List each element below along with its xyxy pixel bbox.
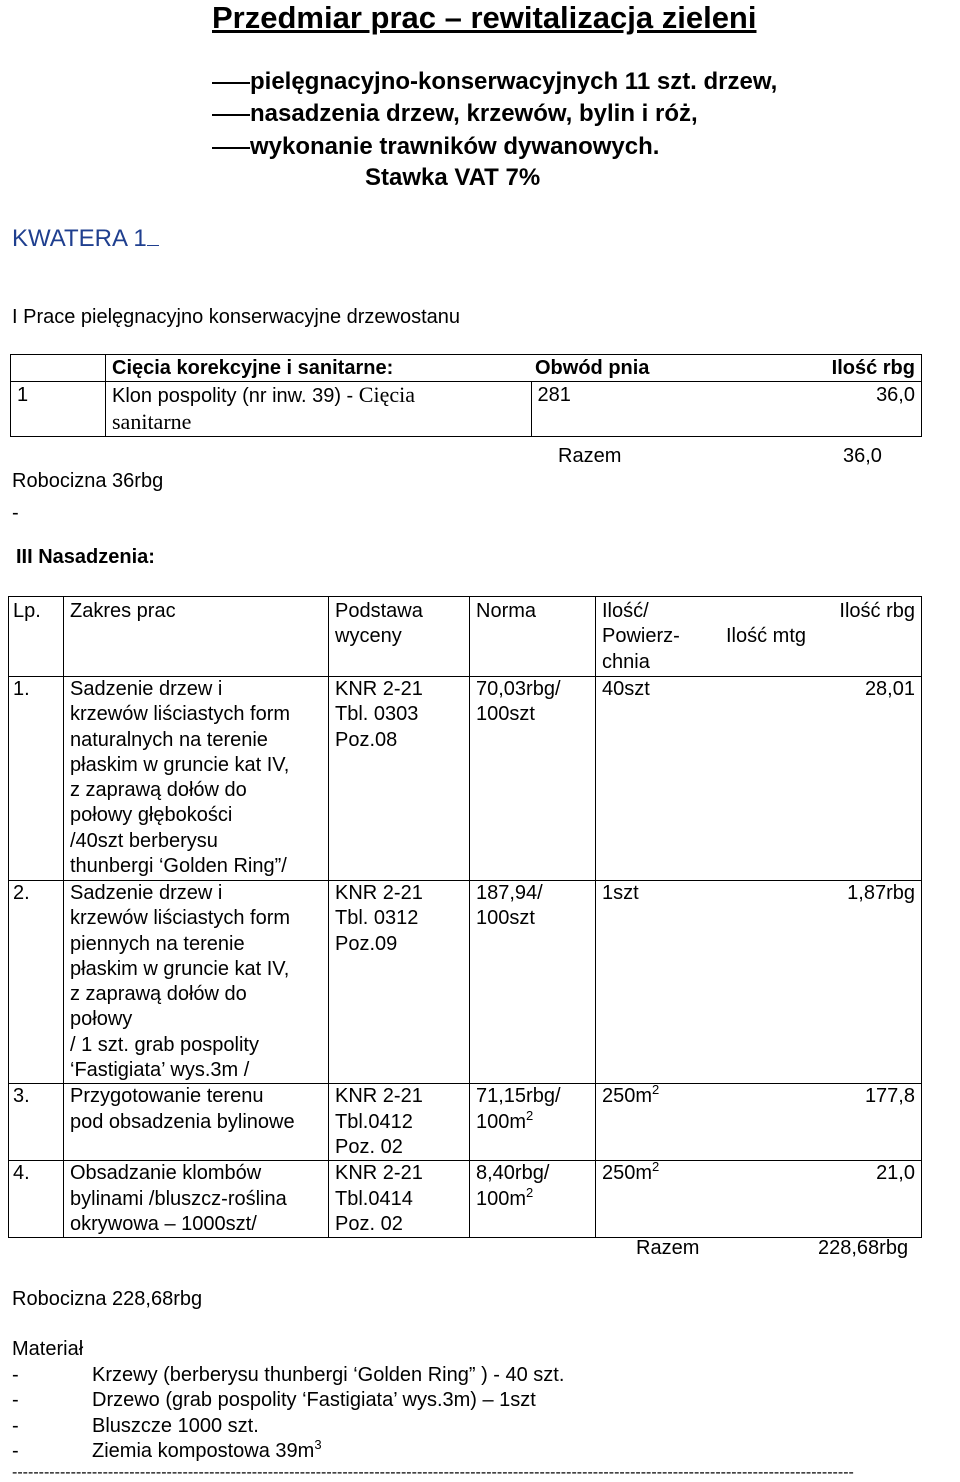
scope-text-line: z zaprawą dołów do: [70, 983, 247, 1006]
scope-text-line: krzewów liściastych form: [70, 703, 291, 726]
scope-text-line: połowy głębokości: [70, 804, 233, 827]
total-label: Razem: [558, 445, 622, 467]
norm-text-line: 100m: [476, 1187, 527, 1210]
table-row: [9, 1161, 922, 1238]
quantity-text: 250m: [602, 1162, 653, 1185]
norm-text: [470, 1084, 596, 1161]
row-number: 1: [11, 382, 106, 437]
norm-text-line: 71,15rbg/: [476, 1085, 561, 1108]
header-lp: Lp.: [9, 597, 64, 677]
table-row: [9, 1084, 922, 1161]
labor-summary: Robocizna 228,68rbg: [12, 1288, 203, 1310]
header-rbg-group: [720, 597, 922, 677]
dash-marker: -: [12, 1415, 19, 1437]
material-item: [12, 1389, 536, 1412]
basis-text-line: KNR 2-21: [335, 678, 423, 700]
pruning-table: [10, 354, 922, 437]
basis-text-line: KNR 2-21: [335, 882, 423, 904]
quantity-text: 1szt: [602, 882, 639, 904]
basis-text: [329, 677, 470, 881]
scope-text-line: połowy: [70, 1008, 133, 1031]
norm-text-line: 8,40rbg/: [476, 1162, 550, 1185]
page-title: Przedmiar prac – rewitalizacja zieleni: [212, 0, 757, 35]
table-header-row: [9, 597, 922, 677]
quarter-heading: KWATERA 1: [12, 225, 159, 253]
row-number-line: 1.: [13, 678, 30, 700]
dash-marker: -: [12, 1364, 19, 1386]
dash-marker: -: [12, 1440, 19, 1462]
basis-text-line: Poz.08: [335, 728, 398, 751]
rbg-value: 28,01: [720, 677, 922, 881]
rbg-value: 21,0: [720, 1161, 922, 1238]
material-text: Ziemia kompostowa 39m: [92, 1440, 315, 1462]
labor-summary: Robocizna 36rbg: [12, 470, 164, 492]
table-row: [9, 881, 922, 1084]
rbg-value: 36,0: [691, 382, 922, 437]
rbg-value: 1,87rbg: [720, 881, 922, 1084]
basis-text-line: Poz. 02: [335, 1212, 403, 1235]
separator-line: --------------------------------------------------------------------------------------------------------------------------------------------------------------: [12, 1464, 854, 1481]
circumference: 281: [531, 382, 691, 437]
scope-item: nasadzenia drzew, krzewów, bylin i róż,: [212, 98, 250, 130]
quantity-text: 40szt: [602, 678, 650, 700]
section1-heading: I Prace pielęgnacyjno konserwacyjne drzewostanu: [12, 306, 461, 328]
scope-text-line: z zaprawą dołów do: [70, 779, 247, 802]
scope-text: [64, 881, 329, 1084]
row-number: [9, 1161, 64, 1238]
superscript: 2: [652, 1159, 660, 1175]
quantity-cell: [596, 881, 721, 1084]
table-header-row: [11, 355, 922, 382]
material-text: Drzewo (grab pospolity ‘Fastigiata’ wys.3m) – 1szt: [92, 1389, 536, 1411]
scope-item: pielęgnacyjno-konserwacyjnych 11 szt. drzew,: [212, 66, 250, 98]
basis-text-line: Tbl.0412: [335, 1110, 413, 1133]
header-rbg: Ilość rbg: [839, 600, 915, 622]
header-scope: Zakres prac: [64, 597, 329, 677]
material-item: [12, 1364, 564, 1387]
total-value: 228,68rbg: [818, 1237, 909, 1259]
basis-text: [329, 1161, 470, 1238]
dash-marker: -: [12, 502, 19, 524]
row-number: [9, 677, 64, 881]
basis-text-line: Tbl. 0312: [335, 907, 419, 930]
table-row: [9, 677, 922, 881]
total-label: Razem: [636, 1237, 700, 1259]
material-heading: Materiał: [12, 1338, 84, 1360]
norm-text-line: 100szt: [476, 907, 535, 930]
rbg-value: 177,8: [720, 1084, 922, 1161]
row-number: [9, 881, 64, 1084]
basis-text-line: Tbl.0414: [335, 1187, 413, 1210]
superscript: 3: [314, 1437, 322, 1452]
header-mtg: Ilość mtg: [726, 625, 807, 648]
scope-text-line: płaskim w gruncie kat IV,: [70, 957, 290, 980]
header-cell: Obwód pnia: [531, 355, 691, 382]
row-number-line: 3.: [13, 1085, 30, 1108]
quantity-cell: [596, 1084, 721, 1161]
basis-text-line: KNR 2-21: [335, 1162, 423, 1185]
scope-text-line: bylinami /bluszcz-roślina: [70, 1187, 287, 1210]
scope-text-line: naturalnych na terenie: [70, 728, 268, 751]
scope-text: [64, 1084, 329, 1161]
basis-text: [329, 881, 470, 1084]
quantity-cell: [596, 677, 721, 881]
row-number: [9, 1084, 64, 1161]
header-basis: Podstawa wyceny: [329, 597, 470, 677]
scope-text-line: Sadzenie drzew i: [70, 882, 223, 904]
scope-text-line: thunbergi ‘Golden Ring”/: [70, 855, 287, 878]
quarter-underline: [147, 225, 159, 246]
scope-text-line: ‘Fastigiata’ wys.3m /: [70, 1059, 250, 1082]
material-text: Bluszcze 1000 szt.: [92, 1415, 259, 1437]
material-item: [12, 1437, 322, 1463]
dash-marker: [212, 147, 250, 149]
header-qty: Ilość/ Powierz- chnia: [596, 597, 721, 677]
scope-text-line: /40szt berberysu: [70, 829, 218, 852]
scope-text-line: płaskim w gruncie kat IV,: [70, 753, 290, 776]
norm-text: [470, 1161, 596, 1238]
superscript: 2: [652, 1082, 660, 1098]
scope-text-line: Obsadzanie klombów: [70, 1162, 262, 1185]
superscript: 2: [526, 1107, 534, 1123]
scope-text: [64, 677, 329, 881]
scope-text-line: Sadzenie drzew i: [70, 678, 223, 700]
basis-text-line: Poz. 02: [335, 1135, 403, 1158]
vat-rate: Stawka VAT 7%: [365, 164, 541, 191]
tree-name: Klon pospolity (nr inw. 39) - Cięcia sanitarne: [106, 382, 532, 437]
scope-text-line: piennych na terenie: [70, 932, 245, 955]
dash-marker: [212, 114, 250, 116]
material-text: Krzewy (berberysu thunbergi ‘Golden Ring” ) - 40 szt.: [92, 1364, 565, 1386]
superscript: 2: [526, 1184, 534, 1200]
scope-text-line: Przygotowanie terenu: [70, 1085, 264, 1108]
row-number-line: 4.: [13, 1162, 30, 1185]
header-cell: Ilość rbg: [691, 355, 922, 382]
basis-text-line: Tbl. 0303: [335, 703, 419, 726]
header-norm: Norma: [470, 597, 596, 677]
scope-text-line: / 1 szt. grab pospolity: [70, 1033, 259, 1056]
total-value: 36,0: [843, 445, 882, 467]
norm-text-line: 70,03rbg/: [476, 678, 561, 700]
scope-text-line: krzewów liściastych form: [70, 907, 291, 930]
basis-text-line: KNR 2-21: [335, 1085, 423, 1108]
header-cell: Cięcia korekcyjne i sanitarne:: [106, 355, 532, 382]
planting-table: [8, 596, 922, 1238]
scope-item: wykonanie trawników dywanowych.: [212, 131, 250, 163]
norm-text: [470, 677, 596, 881]
header-cell: [11, 355, 106, 382]
norm-text-line: 100szt: [476, 703, 535, 726]
quantity-cell: [596, 1161, 721, 1238]
scope-text-line: okrywowa – 1000szt/: [70, 1212, 257, 1235]
dash-marker: -: [12, 1389, 19, 1411]
dash-marker: [212, 82, 250, 84]
scope-text: [64, 1161, 329, 1238]
material-item: [12, 1415, 259, 1438]
basis-text: [329, 1084, 470, 1161]
table-row: [11, 382, 922, 437]
basis-text-line: Poz.09: [335, 932, 398, 955]
norm-text-line: 187,94/: [476, 882, 543, 904]
norm-text: [470, 881, 596, 1084]
row-number-line: 2.: [13, 882, 30, 904]
scope-text-line: pod obsadzenia bylinowe: [70, 1110, 295, 1133]
quantity-text: 250m: [602, 1085, 653, 1108]
section3-heading: III Nasadzenia:: [16, 546, 155, 568]
norm-text-line: 100m: [476, 1110, 527, 1133]
